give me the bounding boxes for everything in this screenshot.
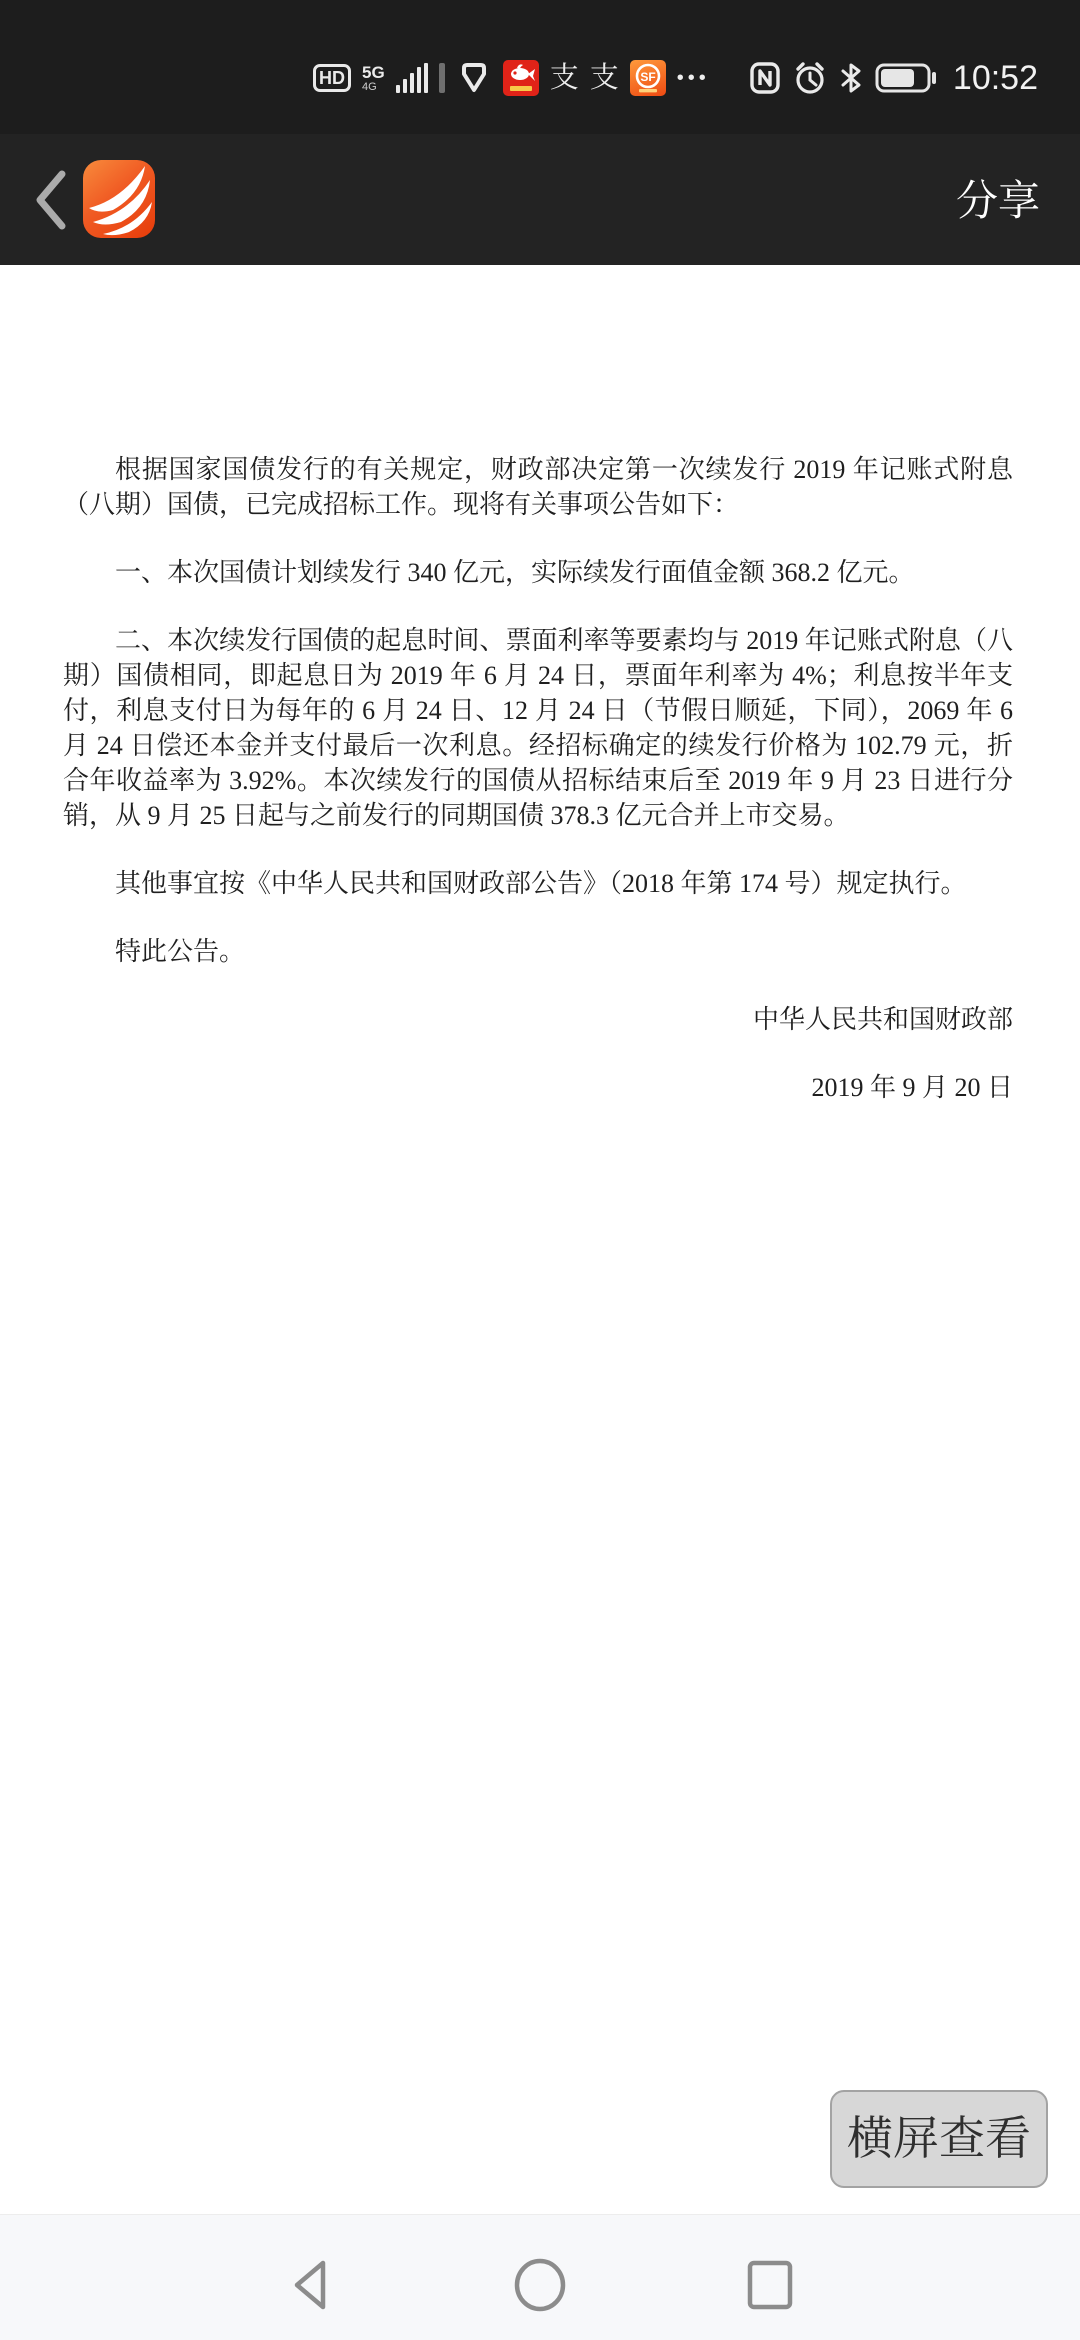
battery-icon (875, 63, 937, 93)
doc-paragraph-3: 二、本次续发行国债的起息时间、票面利率等要素均与 2019 年记账式附息（八期）国债相同，即起息日为 2019 年 6 月 24 日，票面年利率为 4%；利息按半年支付，利息支付日为每年的 6 月 24 日、12 月 24 日（节假日顺延，下同），2069 年 6 月 24 日偿还本金并支付最后一次利息。经招标确定的续发行价格为 102.79 元，折合年收益率为 3.92%。本次续发行的国债从招标结束后至 2019 年 9 月 23 日进行分销，从 9 月 25 日起与之前发行的同期国债 378.3 亿元合并上市交易。 (63, 626, 1013, 830)
bluetooth-icon (840, 62, 862, 94)
nav-back-triangle-icon (285, 2257, 335, 2313)
nfc-icon (750, 62, 780, 94)
sf-express-notification-icon (630, 60, 666, 96)
network-type-indicator (362, 64, 385, 93)
doc-date: 2019 年 9 月 20 日 (811, 1073, 1013, 1102)
status-bar (0, 0, 1080, 134)
app-header (0, 134, 1080, 265)
nav-home-button[interactable] (510, 2255, 570, 2315)
location-icon (456, 60, 492, 96)
sim2-signal-icon (439, 63, 445, 93)
landscape-view-button[interactable]: 横屏查看 (830, 2090, 1048, 2188)
network-sub-label: 4G (362, 80, 377, 93)
alipay-notification-icon: 支 (549, 62, 579, 94)
alarm-icon (793, 61, 827, 95)
status-bar-left-group (313, 58, 710, 98)
doc-paragraph-5: 特此公告。 (115, 937, 246, 966)
clock-time: 10:52 (952, 59, 1038, 97)
network-type-label: 5G (362, 62, 385, 82)
navigation-bar (0, 2214, 1080, 2340)
alipay-notification-icon-2: 支 (589, 62, 619, 94)
nav-home-circle-icon (513, 2258, 567, 2312)
fish-app-notification-icon (503, 60, 539, 96)
status-bar-right-group (750, 58, 1038, 98)
doc-paragraph-4: 其他事宜按《中华人民共和国财政部公告》（2018 年第 174 号）规定执行。 (115, 869, 967, 898)
eastmoney-logo-swoosh-icon (83, 160, 155, 238)
document-view[interactable] (0, 265, 1080, 2214)
doc-signature: 中华人民共和国财政部 (752, 1005, 1013, 1034)
svg-text:SF: SF (640, 70, 656, 84)
nav-back-button[interactable] (280, 2255, 340, 2315)
doc-paragraph-2: 一、本次国债计划续发行 340 亿元，实际续发行面值金额 368.2 亿元。 (115, 558, 915, 587)
hd-icon: HD (313, 64, 351, 92)
nav-recents-square-icon (745, 2258, 795, 2312)
doc-paragraph-1: 根据国家国债发行的有关规定，财政部决定第一次续发行 2019 年记账式附息（八期）国债，已完成招标工作。现将有关事项公告如下： (63, 455, 1013, 519)
more-notifications-icon: ••• (676, 67, 710, 89)
eastmoney-logo[interactable] (83, 160, 155, 238)
back-chevron-icon (32, 168, 68, 232)
signal-strength-icon (396, 63, 428, 93)
nav-recents-button[interactable] (740, 2255, 800, 2315)
share-button[interactable]: 分享 (955, 177, 1040, 224)
back-button[interactable] (22, 158, 78, 242)
